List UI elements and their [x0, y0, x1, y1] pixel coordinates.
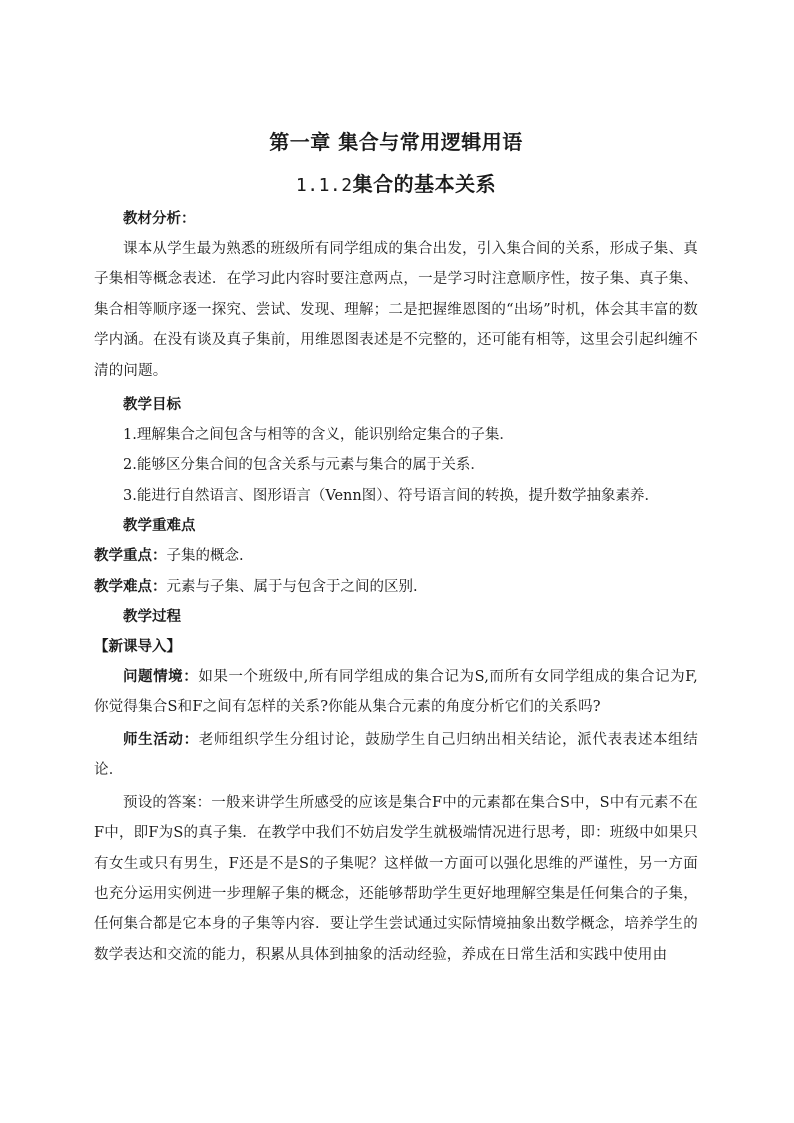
goal-item-3: 3.能进行自然语言、图形语言（Venn图）、符号语言间的转换，提升数学抽象素养． — [123, 487, 659, 504]
process-heading: 教学过程 — [123, 608, 181, 626]
analysis-body: 课本从学生最为熟悉的班级所有同学组成的集合出发，引入集合间的关系，形成子集、真子集相等概念表述．在学习此内容时要注意两点，一是学习时注意顺序性，按子集、真子集、集合相等顺序逐一探究、尝试、发现、理解；二是把握维恩图的“出场”时机，体会其丰富的数学内涵。在没有谈及真子集前，用维恩图表述是不完整的，还可能有相等，这里会引起纠缠不清的问题。 — [94, 241, 698, 379]
difficulty-text: 元素与子集、属于与包含于之间的区别. — [166, 578, 418, 595]
goals-heading: 教学目标 — [123, 396, 181, 414]
goal-item-1: 1.理解集合之间包含与相等的含义，能识别给定集合的子集． — [123, 427, 514, 444]
scenario-label: 问题情境： — [123, 668, 199, 686]
goal-item-2: 2.能够区分集合间的包含关系与元素与集合的属于关系． — [123, 457, 485, 474]
activity-paragraph — [94, 725, 698, 786]
chapter-title: 第一章 集合与常用逻辑用语 — [269, 130, 523, 154]
focus-label: 教学重点： — [94, 547, 167, 565]
answer-paragraph: 预设的答案：一般来讲学生所感受的应该是集合F中的元素都在集合S中，S中有元素不在F中，即F为S的真子集．在教学中我们不妨启发学生就极端情况进行思考，即：班级中如果只有女生或只有男生，F还是不是S的子集呢？这样做一方面可以强化思维的严谨性，另一方面也充分运用实例进一步理解子集的概念，还能够帮助学生更好地理解空集是任何集合的子集，任何集合都是它本身的子集等内容．要让学生尝试通过实际情境抽象出数学概念，培养学生的数学表达和交流的能力，积累从具体到抽象的活动经验，养成在日常生活和实践中使用由 — [94, 794, 698, 963]
section-title — [94, 166, 698, 204]
focus-text: 子集的概念. — [166, 548, 244, 565]
document-content — [94, 124, 698, 970]
intro-heading: 【新课导入】 — [94, 638, 181, 656]
section-number: 1.1.2 — [295, 175, 353, 196]
activity-text: 老师组织学生分组讨论，鼓励学生自己归纳出相关结论，派代表表述本组结论． — [94, 731, 698, 779]
section-name: 集合的基本关系 — [352, 172, 497, 196]
key-points-heading: 教学重难点 — [123, 517, 196, 535]
scenario-paragraph — [94, 662, 698, 723]
activity-label: 师生活动： — [123, 730, 199, 748]
focus-line — [94, 541, 698, 571]
analysis-heading: 教材分析： — [123, 210, 196, 227]
difficulty-line — [94, 572, 698, 602]
scenario-text: 如果一个班级中,所有同学组成的集合记为S,而所有女同学组成的集合记为F,你觉得集合S和F之间有怎样的关系?你能从集合元素的角度分析它们的关系吗? — [94, 669, 698, 716]
difficulty-label: 教学难点： — [94, 577, 167, 595]
